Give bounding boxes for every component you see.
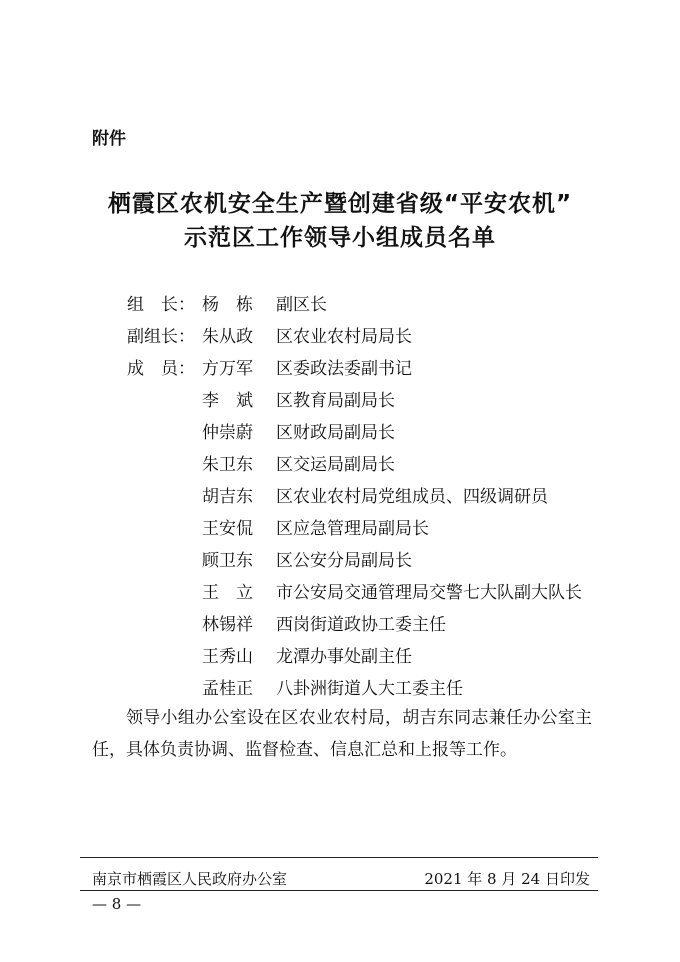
member-position: 区公安分局副局长 <box>276 551 412 571</box>
member-name: 胡吉东 <box>202 487 253 507</box>
member-name: 李 斌 <box>202 391 253 411</box>
member-position: 区应急管理局副局长 <box>276 519 429 539</box>
document-title-line-1: 栖霞区农机安全生产暨创建省级“平安农机” <box>107 191 573 217</box>
member-name: 王安侃 <box>202 519 253 539</box>
footer-bottom-rule <box>80 890 598 891</box>
member-name: 仲崇蔚 <box>202 423 253 443</box>
document-title-line-2: 示范区工作领导小组成员名单 <box>184 225 496 251</box>
member-position: 区交运局副局长 <box>276 455 395 475</box>
member-name: 方万军 <box>202 359 253 379</box>
footer-top-rule <box>80 857 598 858</box>
attachment-label: 附件 <box>92 129 126 149</box>
member-position: 区财政局副局长 <box>276 423 395 443</box>
member-name: 王秀山 <box>202 647 253 667</box>
member-name: 朱卫东 <box>202 455 253 475</box>
member-position: 龙潭办事处副主任 <box>276 647 412 667</box>
member-position: 市公安局交通管理局交警七大队副大队长 <box>276 583 582 603</box>
member-role: 副组长： <box>127 327 195 347</box>
member-position: 区教育局副局长 <box>276 391 395 411</box>
office-note-paragraph: 领导小组办公室设在区农业农村局，胡吉东同志兼任办公室主任，具体负责协调、监督检查、信息汇总和上报等工作。 <box>92 708 592 760</box>
member-position: 西岗街道政协工委主任 <box>276 615 446 635</box>
member-role: 成 员： <box>127 359 195 379</box>
member-name: 孟桂正 <box>202 679 253 699</box>
member-position: 八卦洲街道人大工委主任 <box>276 679 463 699</box>
member-name: 王 立 <box>202 583 253 603</box>
member-position: 区农业农村局局长 <box>276 327 412 347</box>
member-name: 杨 栋 <box>202 295 253 315</box>
member-role: 组 长： <box>127 295 195 315</box>
member-position: 区委政法委副书记 <box>276 359 412 379</box>
footer-print-date: 2021 年 8 月 24 日印发 <box>424 870 590 888</box>
member-name: 林锡祥 <box>202 615 253 635</box>
member-name: 朱从政 <box>202 327 253 347</box>
footer-issuer: 南京市栖霞区人民政府办公室 <box>92 870 288 888</box>
member-name: 顾卫东 <box>202 551 253 571</box>
member-position: 区农业农村局党组成员、四级调研员 <box>276 487 548 507</box>
member-position: 副区长 <box>276 295 327 315</box>
page-number: — 8 — <box>92 895 142 913</box>
